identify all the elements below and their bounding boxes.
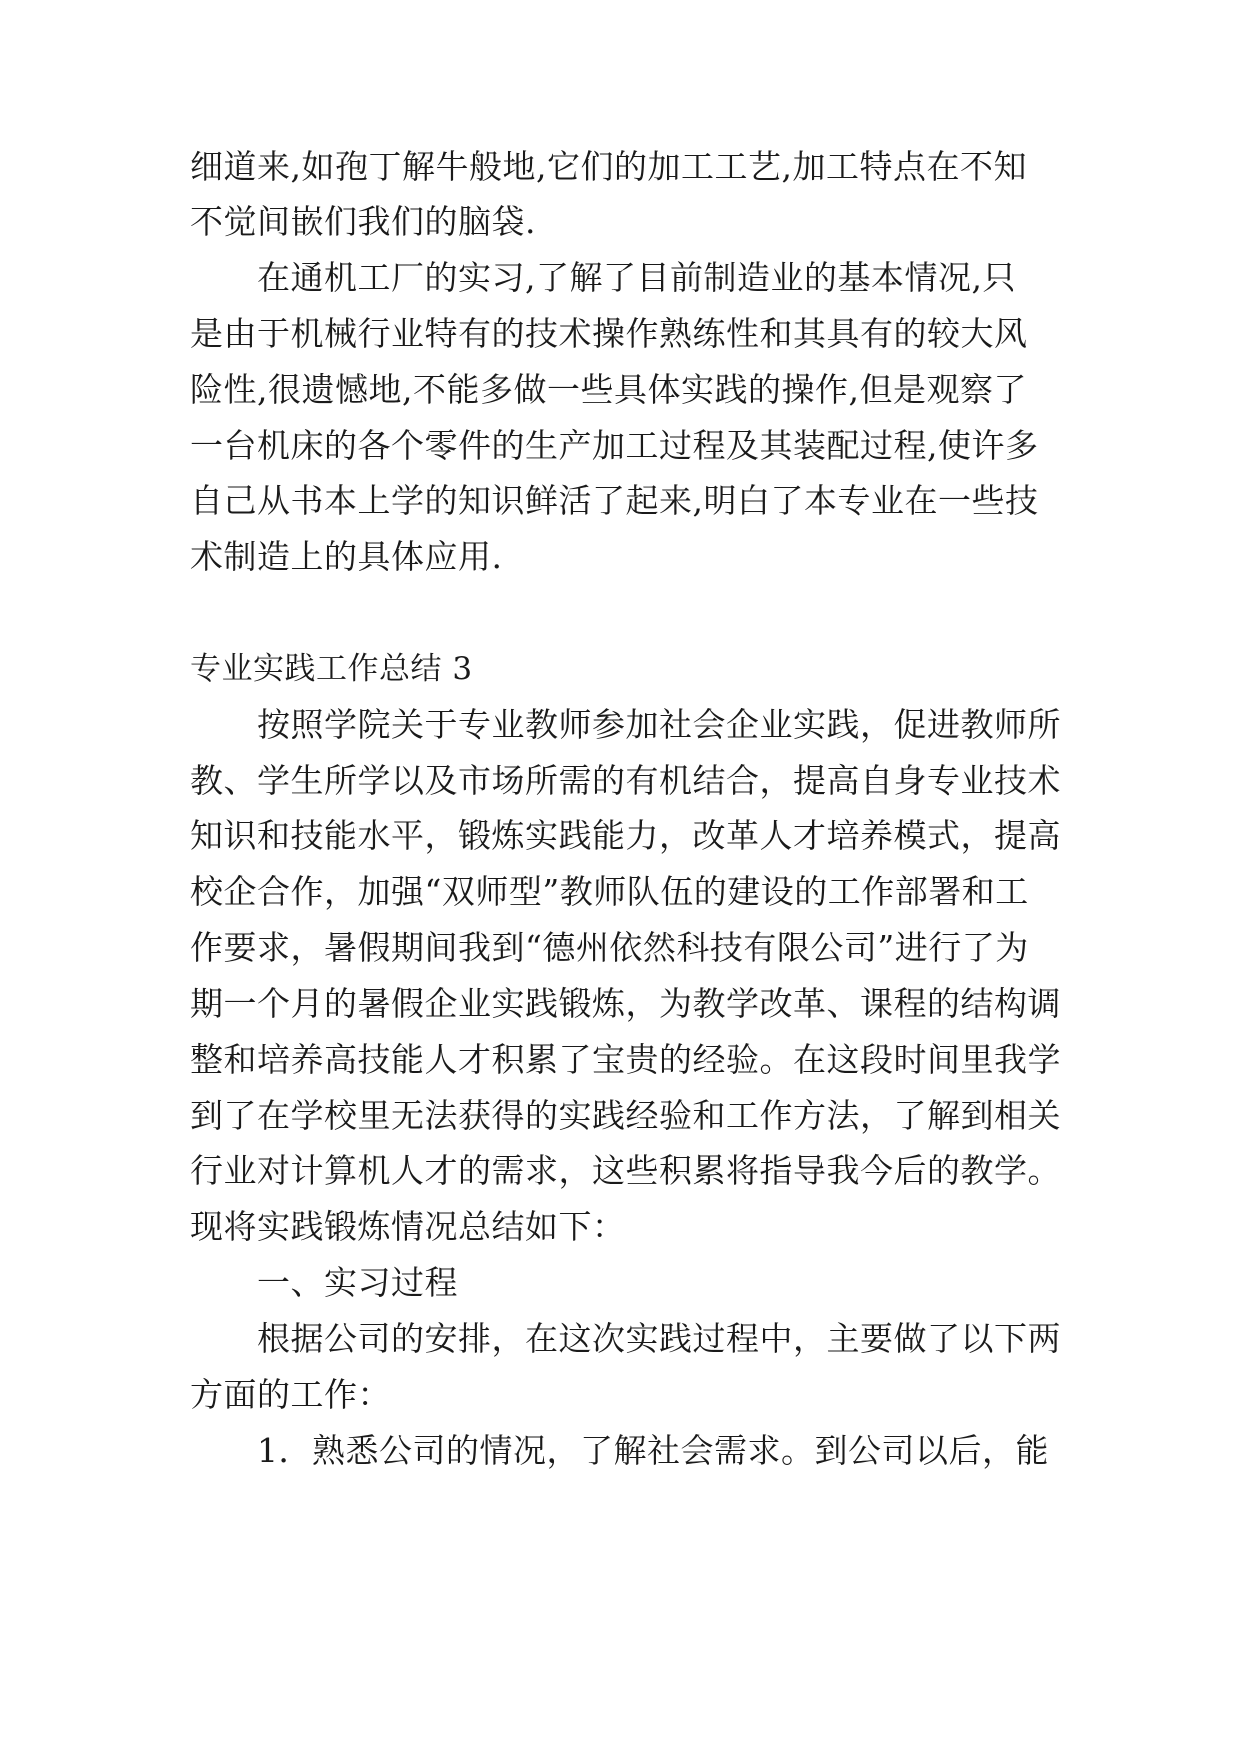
section-heading: 专业实践工作总结 3 (190, 651, 473, 687)
paragraph-line: 方面的工作： (190, 1375, 391, 1414)
paragraph-line: 不觉间嵌们我们的脑袋. (190, 202, 536, 241)
paragraph-line: 校企合作，加强“双师型”教师队伍的建设的工作部署和工 (190, 872, 1029, 911)
paragraph-line: 险性,很遗憾地,不能多做一些具体实践的操作,但是观察了 (190, 370, 1027, 409)
paragraph-line: 期一个月的暑假企业实践锻炼，为教学改革、课程的结构调 (190, 984, 1061, 1023)
paragraph-line: 一台机床的各个零件的生产加工过程及其装配过程,使许多 (190, 426, 1039, 465)
paragraph-line: 根据公司的安排，在这次实践过程中，主要做了以下两 (257, 1319, 1061, 1358)
paragraph-line: 是由于机械行业特有的技术操作熟练性和其具有的较大风 (190, 314, 1028, 353)
paragraph-line: 按照学院关于专业教师参加社会企业实践，促进教师所 (257, 705, 1061, 744)
paragraph-line: 教、学生所学以及市场所需的有机结合，提高自身专业技术 (190, 761, 1061, 800)
paragraph-line: 知识和技能水平，锻炼实践能力，改革人才培养模式，提高 (190, 816, 1061, 855)
list-item: 1．熟悉公司的情况，了解社会需求。到公司以后，能 (257, 1431, 1049, 1470)
paragraph-line: 细道来,如孢丁解牛般地,它们的加工工艺,加工特点在不知 (190, 147, 1027, 186)
subsection-heading: 一、实习过程 (257, 1263, 458, 1302)
paragraph-line: 到了在学校里无法获得的实践经验和工作方法，了解到相关 (190, 1096, 1061, 1135)
paragraph-line: 行业对计算机人才的需求，这些积累将指导我今后的教学。 (190, 1151, 1061, 1190)
paragraph-line: 自己从书本上学的知识鲜活了起来,明白了本专业在一些技 (190, 481, 1039, 520)
paragraph-line: 整和培养高技能人才积累了宝贵的经验。在这段时间里我学 (190, 1040, 1061, 1079)
paragraph-line: 作要求，暑假期间我到“德州依然科技有限公司”进行了为 (190, 928, 1029, 967)
paragraph-line: 现将实践锻炼情况总结如下： (190, 1207, 626, 1246)
paragraph-line: 术制造上的具体应用. (190, 537, 503, 576)
paragraph-line: 在通机工厂的实习,了解了目前制造业的基本情况,只 (257, 258, 1016, 297)
